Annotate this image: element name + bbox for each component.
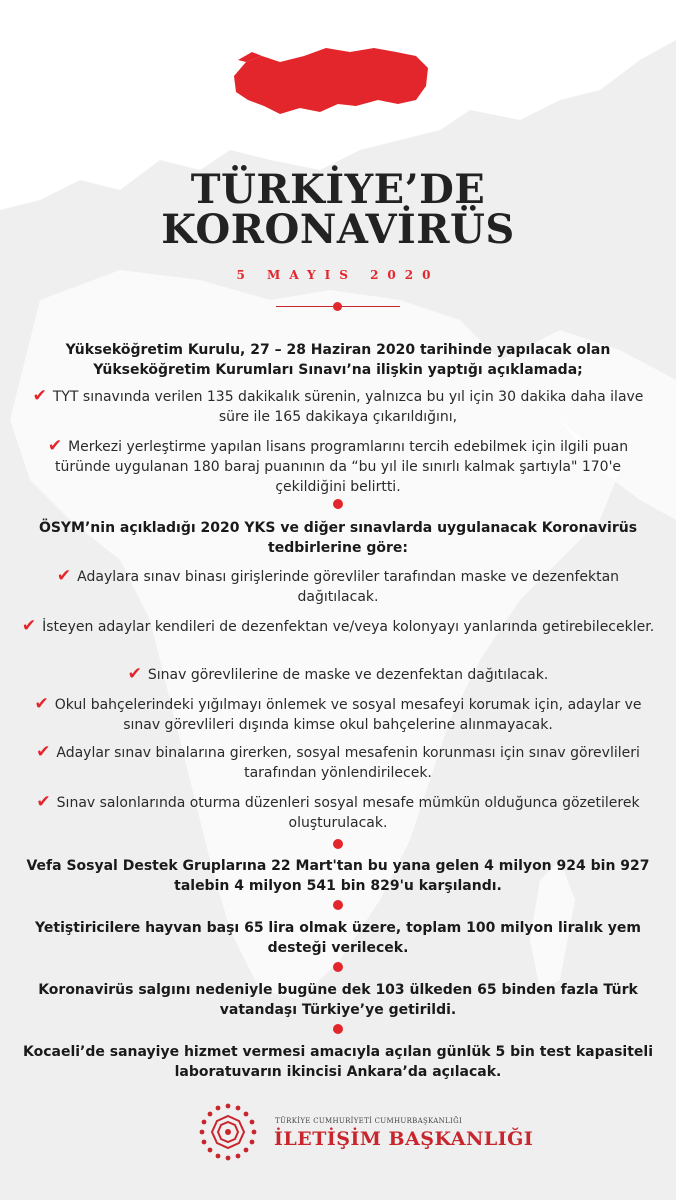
list-item: [20, 694, 656, 735]
check-icon: ✔: [32, 386, 47, 406]
page-title-line1: TÜRKİYE’DE: [190, 166, 486, 213]
section-bullet: [333, 499, 343, 509]
check-icon: ✔: [36, 742, 51, 762]
check-icon: ✔: [127, 664, 142, 684]
list-item: [20, 792, 656, 833]
section-bullet: [333, 962, 343, 972]
date-label: 5 MAYIS 2020: [236, 268, 440, 282]
list-item-text: İsteyen adaylar kendileri de dezenfektan ve/veya kolonyayı yanlarında getirebilecekler.: [42, 619, 655, 635]
list-item: [20, 616, 656, 637]
news-item: Vefa Sosyal Destek Gruplarına 22 Mart'tan bu yana gelen 4 milyon 924 bin 927 talebin 4 milyon 541 bin 829'u karşılandı.: [26, 858, 650, 894]
list-item: [20, 742, 656, 783]
section-bullet: [333, 900, 343, 910]
news-item: Koronavirüs salgını nedeniyle bugüne dek 103 ülkeden 65 binden fazla Türk vatandaşı Türkiye’ye getirildi.: [38, 982, 638, 1018]
osym-intro: ÖSYM’nin açıkladığı 2020 YKS ve diğer sınavlarda uygulanacak Koronavirüs tedbirlerine göre:: [38, 520, 638, 556]
divider-dot: [333, 302, 342, 311]
section-bullet: [333, 1024, 343, 1034]
list-item: [20, 566, 656, 607]
turkey-map-icon: [228, 42, 438, 118]
page-title-line2: KORONAVİRÜS: [161, 206, 515, 253]
iletisim-logo-icon: [198, 1102, 258, 1162]
list-item-text: TYT sınavında verilen 135 dakikalık sürenin, yalnızca bu yıl için 30 dakika daha ilave süre ile 165 dakikaya çıkarıldığını,: [52, 389, 644, 425]
list-item-text: Sınav salonlarında oturma düzenleri sosyal mesafe mümkün olduğunca gözetilerek oluşturulacak.: [56, 795, 640, 831]
list-item-text: Merkezi yerleştirme yapılan lisans programlarını tercih edebilmek için ilgili puan türünde uygulanan 180 baraj puanının da “bu yıl ile sınırlı kalmak şartıyla" 170'e çekildiğini belirtti.: [54, 439, 629, 495]
check-icon: ✔: [36, 792, 51, 812]
list-item: [20, 664, 656, 685]
news-item: Yetiştiricilere hayvan başı 65 lira olmak üzere, toplam 100 milyon liralık yem desteği verilecek.: [35, 920, 641, 956]
yok-intro: Yükseköğretim Kurulu, 27 – 28 Haziran 2020 tarihinde yapılacak olan Yükseköğretim Kurumları Sınavı’na ilişkin yaptığı açıklamada;: [65, 342, 611, 378]
list-item: [20, 386, 656, 427]
check-icon: ✔: [21, 616, 37, 636]
news-item: Kocaeli’de sanayiye hizmet vermesi amacıyla açılan günlük 5 bin test kapasiteli laboratuvarın ikincisi Ankara’da açılacak.: [23, 1044, 653, 1080]
org-name-small: TÜRKİYE CUMHURİYETİ CUMHURBAŞKANLIĞI: [275, 1117, 463, 1125]
list-item: [20, 436, 656, 497]
list-item-text: Sınav görevlilerine de maske ve dezenfektan dağıtılacak.: [147, 667, 549, 683]
list-item-text: Adaylara sınav binası girişlerinde görevliler tarafından maske ve dezenfektan dağıtılacak.: [77, 569, 620, 605]
title-divider: [276, 300, 400, 314]
section-bullet: [333, 839, 343, 849]
check-icon: ✔: [47, 436, 63, 456]
list-item-text: Adaylar sınav binalarına girerken, sosyal mesafenin korunması için sınav görevlileri tarafından yönlendirilecek.: [56, 745, 640, 781]
check-icon: ✔: [56, 566, 72, 586]
org-name: İLETİŞİM BAŞKANLIĞI: [274, 1128, 534, 1150]
check-icon: ✔: [34, 694, 49, 714]
list-item-text: Okul bahçelerindeki yığılmayı önlemek ve sosyal mesafeyi korumak için, adaylar ve sınav görevlileri dışında kimse okul bahçelerine alınmayacak.: [54, 697, 642, 733]
